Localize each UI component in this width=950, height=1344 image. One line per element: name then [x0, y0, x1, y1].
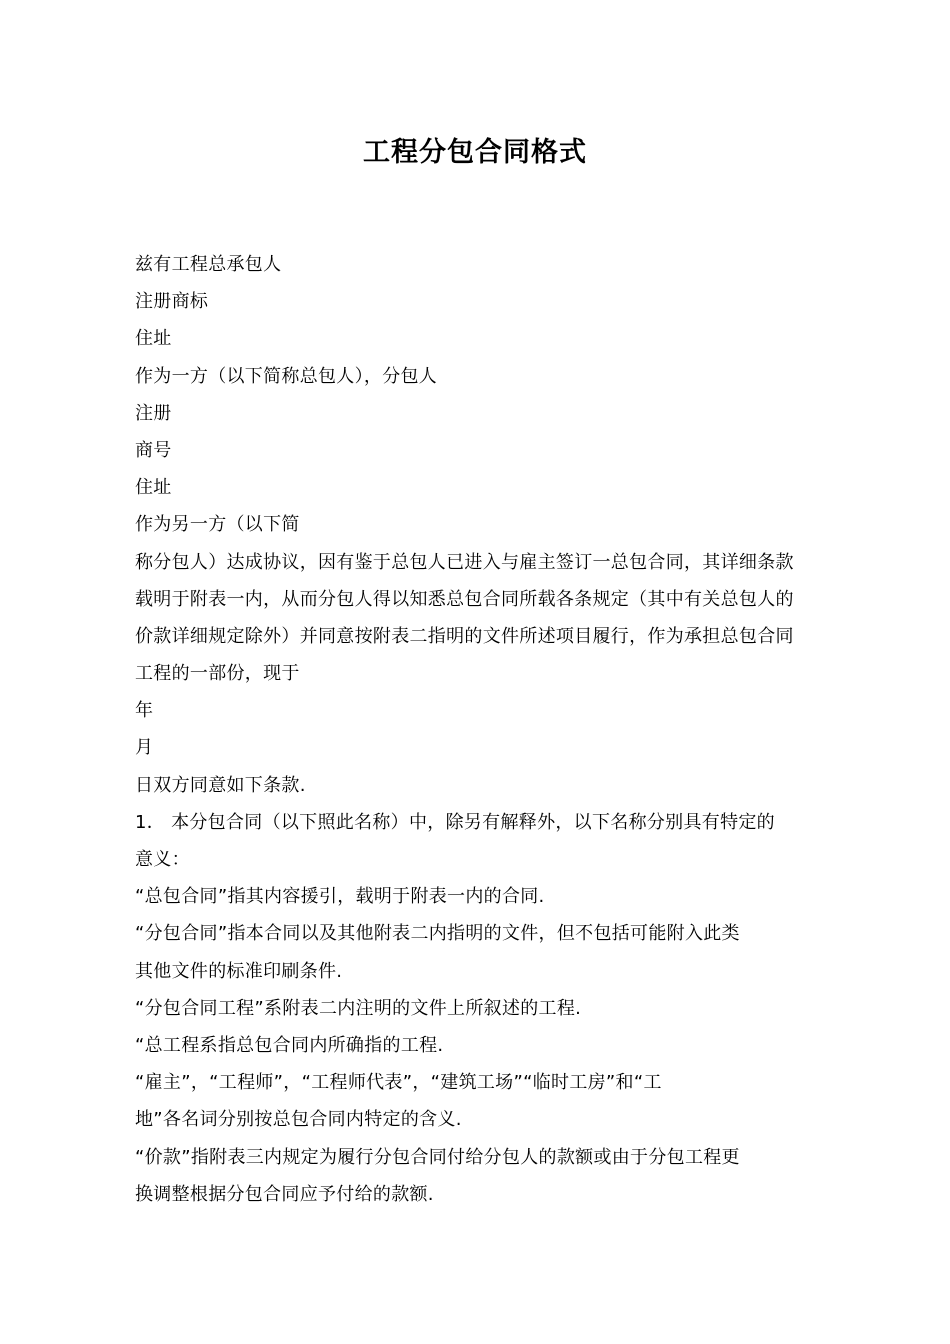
text-line: 年: [135, 700, 154, 722]
text-line: 注册商标: [135, 291, 209, 313]
text-line: 住址: [135, 477, 172, 499]
text-line: 载明于附表一内，从而分包人得以知悉总包合同所载各条规定（其中有关总包人的: [135, 588, 794, 610]
text-line: “价款”指附表三内规定为履行分包合同付给分包人的款额或由于分包工程更: [135, 1146, 740, 1168]
text-line: “分包合同工程”系附表二内注明的文件上所叙述的工程.: [135, 997, 582, 1019]
text-line: 兹有工程总承包人: [135, 254, 282, 275]
text-line: 其他文件的标准印刷条件.: [135, 960, 343, 982]
text-line: 作为另一方（以下简: [135, 514, 300, 536]
text-line: 月: [135, 737, 154, 759]
text-line: 工程的一部份，现于: [135, 663, 300, 685]
document-title: 工程分包合同格式: [363, 137, 587, 168]
text-line: 意义：: [135, 849, 190, 870]
text-line: 商号: [135, 439, 172, 461]
text-line: “雇主”，“工程师”，“工程师代表”，“建筑工场”“临时工房”和“工: [135, 1072, 662, 1094]
text-line: 换调整根据分包合同应予付给的款额.: [135, 1183, 434, 1205]
text-line: “总包合同”指其内容援引，载明于附表一内的合同.: [135, 886, 545, 908]
text-line: “总工程系指总包合同内所确指的工程.: [135, 1034, 444, 1056]
text-line: 日双方同意如下条款.: [135, 774, 306, 796]
text-line: 地”各名词分别按总包合同内特定的含义.: [135, 1109, 462, 1131]
text-line: 注册: [135, 402, 172, 424]
text-line: 称分包人）达成协议，因有鉴于总包人已进入与雇主签订一总包合同，其详细条款: [135, 551, 794, 573]
document-body: [135, 246, 835, 1213]
text-line: 价款详细规定除外）并同意按附表二指明的文件所述项目履行，作为承担总包合同: [135, 625, 794, 647]
text-line: 1． 本分包合同（以下照此名称）中，除另有解释外，以下名称分别具有特定的: [135, 811, 775, 833]
text-line: 作为一方（以下简称总包人），分包人: [135, 365, 438, 387]
text-line: “分包合同”指本合同以及其他附表二内指明的文件，但不包括可能附入此类: [135, 923, 740, 945]
text-line: 住址: [135, 328, 172, 350]
